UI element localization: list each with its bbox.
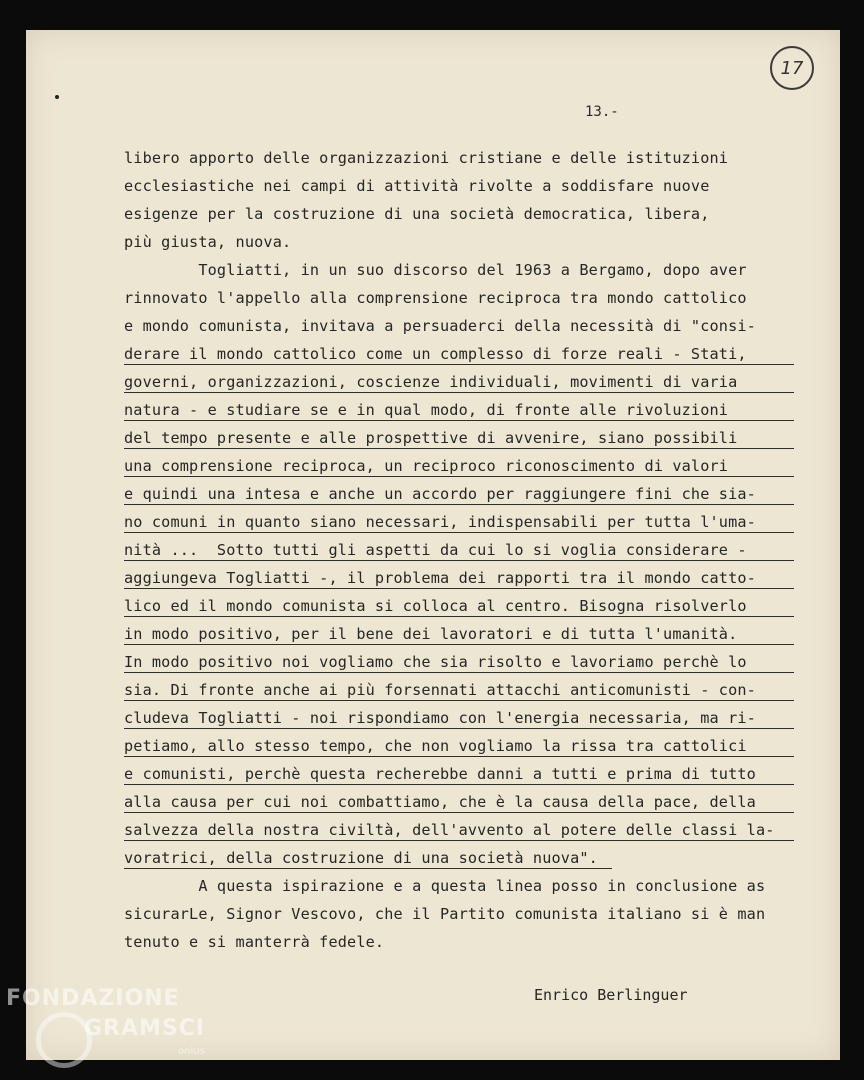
- text-line: A questa ispirazione e a questa linea posso in conclusione as: [124, 877, 766, 895]
- underlined-line: salvezza della nostra civiltà, dell'avvento al potere delle classi la-: [124, 821, 794, 841]
- underlined-line: governi, organizzazioni, coscienze individuali, movimenti di varia: [124, 373, 794, 393]
- text-line: rinnovato l'appello alla comprensione reciproca tra mondo cattolico: [124, 289, 747, 307]
- watermark-line-2: GRAMSCI: [84, 1016, 206, 1041]
- underlined-line: In modo positivo noi vogliamo che sia risolto e lavoriamo perchè lo: [124, 653, 794, 673]
- text-line: tenuto e si manterrà fedele.: [124, 933, 385, 951]
- text-line: libero apporto delle organizzazioni cristiane e delle istituzioni: [124, 149, 729, 167]
- text-line: ecclesiastiche nei campi di attività rivolte a soddisfare nuove: [124, 177, 710, 195]
- folio-number: 17: [770, 46, 814, 90]
- underlined-line: e quindi una intesa e anche un accordo per raggiungere fini che sia-: [124, 485, 794, 505]
- text-line: Togliatti, in un suo discorso del 1963 a Bergamo, dopo aver: [124, 261, 747, 279]
- underlined-line: del tempo presente e alle prospettive di avvenire, siano possibili: [124, 429, 794, 449]
- text-line: più giusta, nuova.: [124, 233, 292, 251]
- text-line: e mondo comunista, invitava a persuaderci della necessità di "consi-: [124, 317, 756, 335]
- underlined-line: no comuni in quanto siano necessari, indispensabili per tutta l'uma-: [124, 513, 794, 533]
- text-line: esigenze per la costruzione di una società democratica, libera,: [124, 205, 710, 223]
- watermark-line-3: onlus: [178, 1046, 205, 1057]
- text-line: sicurarLe, Signor Vescovo, che il Partito comunista italiano si è man: [124, 905, 766, 923]
- signature: Enrico Berlinguer: [534, 986, 688, 1004]
- underlined-line: una comprensione reciproca, un reciproco riconoscimento di valori: [124, 457, 794, 477]
- underlined-line: nità ... Sotto tutti gli aspetti da cui lo si voglia considerare -: [124, 541, 794, 561]
- underlined-line: petiamo, allo stesso tempo, che non vogliamo la rissa tra cattolici: [124, 737, 794, 757]
- page-number: 13.-: [585, 104, 619, 120]
- archive-watermark: [6, 986, 216, 1076]
- underlined-line: lico ed il mondo comunista si colloca al centro. Bisogna risolverlo: [124, 597, 794, 617]
- underlined-line: natura - e studiare se e in qual modo, di fronte alle rivoluzioni: [124, 401, 794, 421]
- underlined-line: e comunisti, perchè questa recherebbe danni a tutti e prima di tutto: [124, 765, 794, 785]
- underlined-line: sia. Di fronte anche ai più forsennati attacchi anticomunisti - con-: [124, 681, 794, 701]
- underlined-line: cludeva Togliatti - noi rispondiamo con l'energia necessaria, ma ri-: [124, 709, 794, 729]
- underlined-line: aggiungeva Togliatti -, il problema dei rapporti tra il mondo catto-: [124, 569, 794, 589]
- watermark-line-1: FONDAZIONE: [6, 986, 180, 1011]
- underlined-line: derare il mondo cattolico come un complesso di forze reali - Stati,: [124, 345, 794, 365]
- underlined-line: in modo positivo, per il bene dei lavoratori e di tutta l'umanità.: [124, 625, 794, 645]
- underlined-line: alla causa per cui noi combattiamo, che è la causa della pace, della: [124, 793, 794, 813]
- underlined-line: voratrici, della costruzione di una società nuova".: [124, 849, 612, 869]
